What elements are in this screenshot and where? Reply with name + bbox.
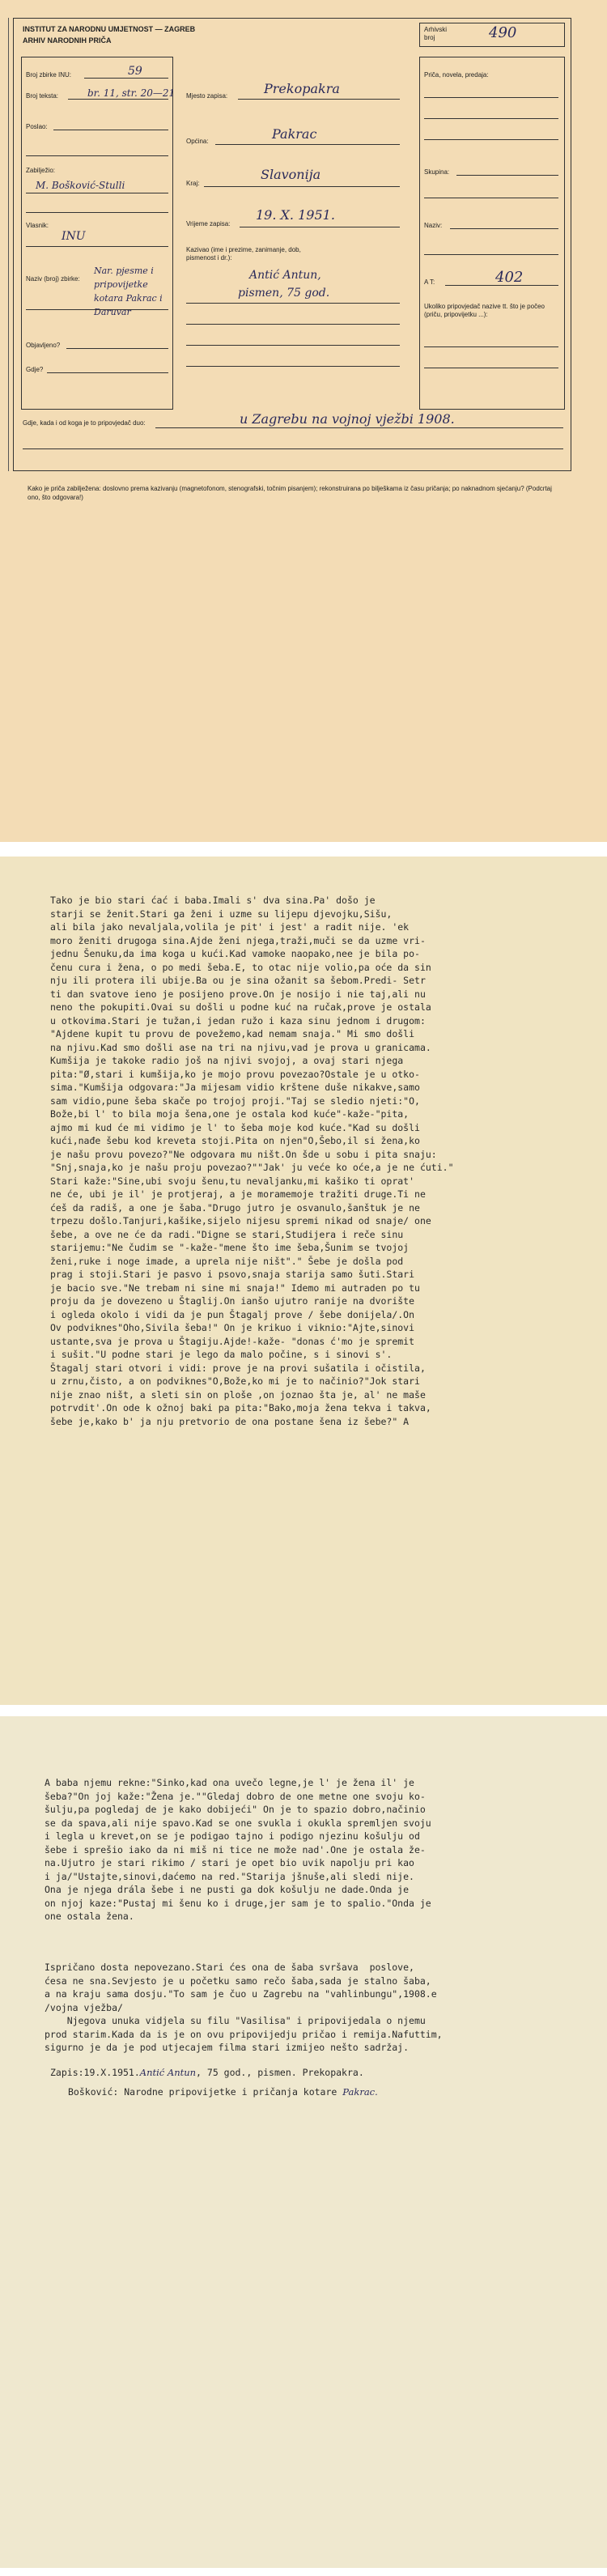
rule xyxy=(26,212,168,213)
story-line: neno the pokupiti.Ovai su došli u podne kuć na ručak,prove je ostala xyxy=(50,1001,431,1013)
story-line: šebe i sprešio iako da ni miš ni tice ne može nad'.One je ostala že- xyxy=(45,1843,426,1855)
story-line: šeba?"On joj kaže:"Žena je.""Gledaj dobro de one metne one svoju ko- xyxy=(45,1790,426,1802)
story-line: "Ajdene kupit tu provu de povežemo,kad nemam snaja." Mi smo došli xyxy=(50,1028,415,1039)
rule xyxy=(424,118,558,119)
story-line: A baba njemu rekne:"Sinko,kad ona uvečo legne,je l' je žena il' je xyxy=(45,1777,414,1788)
reference-line xyxy=(68,2085,378,2099)
story-line: i legla u krevet,on se je podigao tajno i podigo njezinu košulju od xyxy=(45,1830,420,1842)
sig-prefix: Zapis:19.X.1951. xyxy=(50,2067,140,2078)
sig-hand: Antić Antun xyxy=(139,2067,197,2078)
rule xyxy=(84,78,168,79)
story-line: ćeš da radiš, a one je šaba."Drugo jutro je osvanulo,šanštuk je ne xyxy=(50,1201,420,1214)
story-line: prag i stoji.Stari je pasvo i psovo,snaja starija samo šuti.Stari xyxy=(50,1269,415,1280)
vlasnik-label: Vlasnik: xyxy=(26,222,49,229)
vrijeme-value: 19. X. 1951. xyxy=(256,207,335,223)
rule xyxy=(26,155,168,156)
archive-card-page xyxy=(0,0,607,842)
story-line: Kumšija je takoke radio još na njivi svojoj, a ovaj stari njega xyxy=(50,1055,404,1066)
rule xyxy=(424,254,558,255)
poslao-label: Poslao: xyxy=(26,123,48,130)
story-line: Ona je njega drála šebe i ne pusti ga dok košulju ne dade.Onda je xyxy=(45,1884,410,1895)
rule xyxy=(424,139,558,140)
kazivao-value-1: Antić Antun, xyxy=(249,269,321,282)
broj-teksta-value: br. 11, str. 20—21 xyxy=(87,87,176,99)
story-line: Stari kaže:"Sine,ubi svoju šenu,tu nevaljanku,mi kašiko ti oprat' xyxy=(50,1175,415,1187)
objavljeno-label: Objavljeno? xyxy=(26,342,61,349)
opcina-label: Općina: xyxy=(186,138,209,145)
broj-teksta-label: Broj teksta: xyxy=(26,92,59,100)
zabiljezio-label: Zabilježio: xyxy=(26,167,56,174)
story-line: jednu Šenuku,da ima koga u kući.Kad vamoke naopako,nee je bila po- xyxy=(50,948,420,959)
rule xyxy=(186,324,400,325)
commentary-line: prod starim.Kada da is je on ovu pripovijedju pričao i remija.Nafuttim, xyxy=(45,2028,443,2040)
story-line: nije znao ništ, a sleti sin on ploše ,on joznao šta je, al' ne maše xyxy=(50,1388,426,1401)
mjesto-label: Mjesto zapisa: xyxy=(186,92,228,100)
story-line: Štagalj stari otvori i vidi: prove je na provi sušatila i očistila, xyxy=(50,1362,426,1374)
vlasnik-value: INU xyxy=(62,230,86,243)
gdje-label: Gdje? xyxy=(26,366,44,373)
ref-hand: Pakrac. xyxy=(342,2086,378,2098)
rule xyxy=(186,366,400,367)
story-line: Bože,bi l' to bila moja šena,one je ostala kod kuće"-kaže-"pita, xyxy=(50,1108,410,1120)
story-line: Tako je bio stari ćać i baba.Imali s' dva sina.Pa' došo je xyxy=(50,895,376,906)
rule xyxy=(238,99,400,100)
story-line: ali bila jako nevaljala,volila je pit' i jest' a radit nije. 'ek xyxy=(50,921,410,933)
story-line: nju ili protera ili ubije.Ba ou je sina ožanit sa šebom.Predi- Setr xyxy=(50,975,426,986)
left-column-box xyxy=(21,57,176,410)
card-footer-note: Kako je priča zabilježena: doslovno prema kazivanju (magnetofonom, stenografski, točnim pisanjem); rekonstruirana po bilješkama iz času pričanja; po naknadnom sjećanju? (Podcrtaj ono, što odgovara!) xyxy=(28,485,552,501)
story-line: starji se ženit.Stari ga ženi i uzme su lijepu djevojku,Sišu, xyxy=(50,908,393,920)
vrijeme-label: Vrijeme zapisa: xyxy=(186,220,231,227)
rule xyxy=(450,228,558,229)
commentary-text xyxy=(45,1961,443,2055)
story-line: kući,nađe šebu kod kreveta stoji.Pita on njen"O,Šebo,il si žena,ko xyxy=(50,1135,420,1146)
commentary-line: Ispričano dosta nepovezano.Stari ćes ona de šaba svršava poslove, xyxy=(45,1962,414,1973)
institute-name: INSTITUT ZA NARODNU UMJETNOST — ZAGREB xyxy=(23,25,196,33)
story-line: i ja/"Ustajte,sinovi,daćemo na red."Starija jšnuše,ali sledi nije. xyxy=(45,1870,414,1882)
opcina-value: Pakrac xyxy=(272,126,317,142)
story-line: se da spava,ali nije spavo.Kad se one svukla i okukla spremljen svoju xyxy=(45,1817,431,1829)
story-line: sam vidio,pune šeba skače po trojoj proji."Taj se sledio njeti:"O, xyxy=(50,1095,420,1107)
signature-line xyxy=(50,2066,364,2080)
story-line: ne će, ubi je il' je protjeraj, a je moramemoje tražiti druge.Ti ne xyxy=(50,1188,426,1200)
story-line: starijemu:"Ne čudim se "-kaže-"mene što ime šeba,Šunim se tvojoj xyxy=(50,1242,410,1253)
rule xyxy=(186,303,400,304)
right-column-box xyxy=(419,57,565,410)
story-line: "Snj,snaja,ko je našu proju povezao?""Jak' ju veće ko oće,a je ne ćuti." xyxy=(50,1162,454,1173)
story-line: šebe je,kako b' ja nju pretvorio de ona postane šena iz šebe?" A xyxy=(50,1415,410,1427)
at-value: 402 xyxy=(495,269,524,286)
story-line: ti dan svatove ieno je posijeno prove.On je nosijo i nie taj,ali nu xyxy=(50,988,426,1000)
story-line: ustante,sva je prova u Štagiju.Ajde!-kaže- "donas ć'mo je spremit xyxy=(50,1335,415,1347)
rule xyxy=(215,144,400,145)
card-margin-line xyxy=(8,18,9,471)
mjesto-value: Prekopakra xyxy=(264,81,340,96)
gdje-kada-value: u Zagrebu na vojnoj vježbi 1908. xyxy=(240,411,455,427)
naziv-right-label: Naziv: xyxy=(424,222,443,229)
rule xyxy=(68,99,168,100)
story-line: one ostala žena. xyxy=(45,1911,134,1922)
rule xyxy=(26,309,168,310)
rule xyxy=(155,427,563,428)
skupina-label: Skupina: xyxy=(424,168,450,176)
typescript-page-1 xyxy=(0,857,607,1705)
story-line: ženi,ruke i noge imade, a uprela nije ništ"." Šebe je došla pod xyxy=(50,1255,404,1267)
commentary-line: a na kraju sama dosju."To sam je čuo u Zagrebu na "vahlinbungu",1908.e xyxy=(45,1988,437,2000)
naziv-zbirke-label: Naziv (broj) zbirke: xyxy=(26,275,80,283)
story-text-page-2 xyxy=(45,1776,431,1923)
commentary-line: Njegova unuka vidjela su filu "Vasilisa" i pripovijedala o njemu xyxy=(45,2015,426,2026)
ukoliko-label: Ukoliko pripovjedač nazive tt. što je počeo (priču, pripovijetku ...): xyxy=(424,303,545,318)
story-text-page-1 xyxy=(50,894,454,1428)
commentary-line: /vojna vježba/ xyxy=(45,2001,123,2013)
at-label: A T: xyxy=(424,278,435,286)
archive-name: ARHIV NARODNIH PRIČA xyxy=(23,36,112,45)
broj-zbirke-value: 59 xyxy=(128,65,142,78)
rule xyxy=(66,348,168,349)
gdje-kada-label: Gdje, kada i od koga je to pripovjedač duo: xyxy=(23,419,146,427)
story-line: u otkovima.Stari je tužan,i jedan ružo i kaza sinu jednom i drugom: xyxy=(50,1014,426,1027)
prica-label: Priča, novela, predaja: xyxy=(424,71,489,79)
naziv-zbirke-value: Nar. pjesme i pripovijetke kotara Pakrac i Daruvar xyxy=(94,266,163,317)
story-line: moro ženiti drugoga sina.Ajde ženi njega,traži,muči se da uzme vri- xyxy=(50,934,426,946)
kazivao-label: Kazivao (ime i prezime, zanimanje, dob, pismenost i dr.): xyxy=(186,246,301,261)
story-line: i ogleda okolo i vidi da je pun Štagalj prove / šebe donijela/.On xyxy=(50,1308,415,1320)
typescript-page-2 xyxy=(0,1716,607,2568)
arhivski-broj-label: Arhivski broj xyxy=(424,26,448,41)
story-line: čenu cura i žena, o po medi šeba.E, to otac nije volio,pa oće da sin xyxy=(50,961,431,973)
sig-suffix: , 75 god., pismen. Prekopakra. xyxy=(196,2067,364,2078)
story-line: na njivu.Kad smo došli ase na tri na njivu,vad je prova u granicama. xyxy=(50,1041,431,1053)
story-line: je bacio sve."Ne trebam ni sine mi snaja!" Idemo mi autraden po tu xyxy=(50,1282,420,1294)
arhivski-broj-value: 490 xyxy=(489,24,517,41)
rule xyxy=(26,246,168,247)
story-line: i sušit."U podne stari je lego da malo počine, s i sinovi s'. xyxy=(50,1349,393,1360)
rule xyxy=(23,448,563,449)
story-line: on njoj kaze:"Pustaj mi šenu ko i druge,jer sam je to spalio."Onda je xyxy=(45,1897,431,1909)
kraj-label: Kraj: xyxy=(186,180,200,187)
story-line: Ov podviknes"Oho,Sivila šeba!" On je krikuo i viknio:"Ajte,sinovi xyxy=(50,1322,415,1333)
rule xyxy=(186,345,400,346)
zabiljezio-value: M. Bošković-Stulli xyxy=(36,180,125,191)
ref-prefix: Bošković: Narodne pripovijetke i pričanja kotare xyxy=(68,2086,337,2098)
broj-zbirke-label: Broj zbirke INU: xyxy=(26,71,72,79)
rule xyxy=(204,186,400,187)
story-line: na.Ujutro je stari rikimo / stari je opet bio uvik napolju pri kao xyxy=(45,1857,414,1868)
rule xyxy=(424,346,558,347)
rule xyxy=(456,175,558,176)
story-line: proju da je dovezeno u Štaglij.On ianšo ujutro ranije na dvorište xyxy=(50,1295,415,1307)
story-line: trpezu došlo.Tanjuri,kašike,sijelo nijesu spremi nikad od snaje/ one xyxy=(50,1215,431,1226)
story-line: sima."Kumšija odgovara:"Ja mijesam vidio krštene duše nikakve,samo xyxy=(50,1082,420,1093)
rule xyxy=(445,285,558,286)
archive-card xyxy=(13,18,571,471)
commentary-line: ćesa ne sna.Sevjesto je u početku samo rečo šaba,sada je stalno šaba, xyxy=(45,1975,431,1987)
rule xyxy=(47,372,168,373)
story-line: potrvdit'.On ode k ožnoj baki pa pita:"Bako,moja žena tekva i takva, xyxy=(50,1402,431,1413)
kraj-value: Slavonija xyxy=(261,167,321,182)
story-line: šebe, a ove ne će da radi."Digne se stari,Studijera i reče sinu xyxy=(50,1228,404,1240)
story-line: šulju,pa pogledaj de je kako dobijeći" On je to spazio dobro,načinio xyxy=(45,1804,426,1815)
kazivao-value-2: pismen, 75 god. xyxy=(238,287,330,300)
story-line: je našu provu povezo?"Ne odgovara mu ništ.On šde u sobu i pita snaju: xyxy=(50,1148,437,1160)
story-line: pita:"Ø,stari i kumšija,ko je mojo provu povezao?Ostale je u otko- xyxy=(50,1068,420,1080)
rule xyxy=(424,97,558,98)
story-line: u zrnu,čisto, a on podviknes"O,Bože,ko mi je to načinio?"Jok stari xyxy=(50,1375,420,1387)
story-line: ajmo mi kud će mi vidimo je l' to šeba moje kod kuće."Kad su došli xyxy=(50,1121,420,1133)
commentary-line: sigurno je da je pod utjecajem filma stari izmijeo nešto sadržaj. xyxy=(45,2042,410,2053)
